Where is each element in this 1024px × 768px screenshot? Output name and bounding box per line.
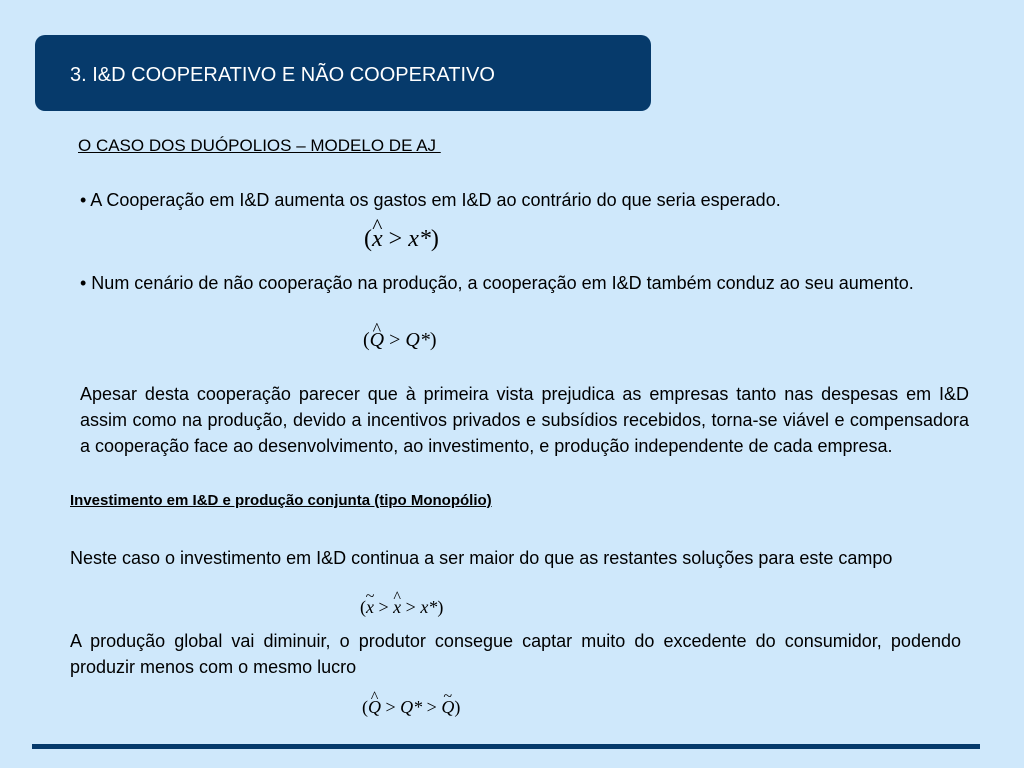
bullet-item: • Num cenário de não cooperação na produção, a cooperação em I&D também conduz ao seu aumento. [80,273,914,293]
header-banner [35,35,651,111]
subtitle: O CASO DOS DUÓPOLIOS – MODELO DE AJ [78,136,441,155]
formula-x-tilde-gt-x-hat-gt-x-star: (~ x > ^ x > x*) [360,597,443,618]
section-heading: Investimento em I&D e produção conjunta (tipo Monopólio) [70,492,492,509]
body-paragraph: Apesar desta cooperação parecer que à primeira vista prejudica as empresas tanto nas despesas em I&D assim como na produção, devido a incentivos privados e subsídios recebidos, torna-se viável e compensadora a cooperação face ao desenvolvimento, ao investimento, e produção independente de cada empresa. [80,384,969,456]
section-paragraph: Neste caso o investimento em I&D continua a ser maior do que as restantes soluções para este campo [70,548,893,568]
formula-q-hat-gt-q-star: (^ Q > Q*) [363,329,437,352]
formula-x-hat-gt-x-star: (^ x > x*) [364,226,439,253]
section-paragraph: A produção global vai diminuir, o produtor consegue captar muito do excedente do consumidor, podendo produzir menos com o mesmo lucro [70,631,961,677]
bullet-item: • A Cooperação em I&D aumenta os gastos em I&D ao contrário do que seria esperado. [80,190,781,210]
formula-q-hat-gt-q-star-gt-q-tilde: (^ Q > Q* > ~ Q) [362,697,460,718]
bottom-rule [32,744,980,749]
page-title: 3. I&D COOPERATIVO E NÃO COOPERATIVO [70,64,495,86]
